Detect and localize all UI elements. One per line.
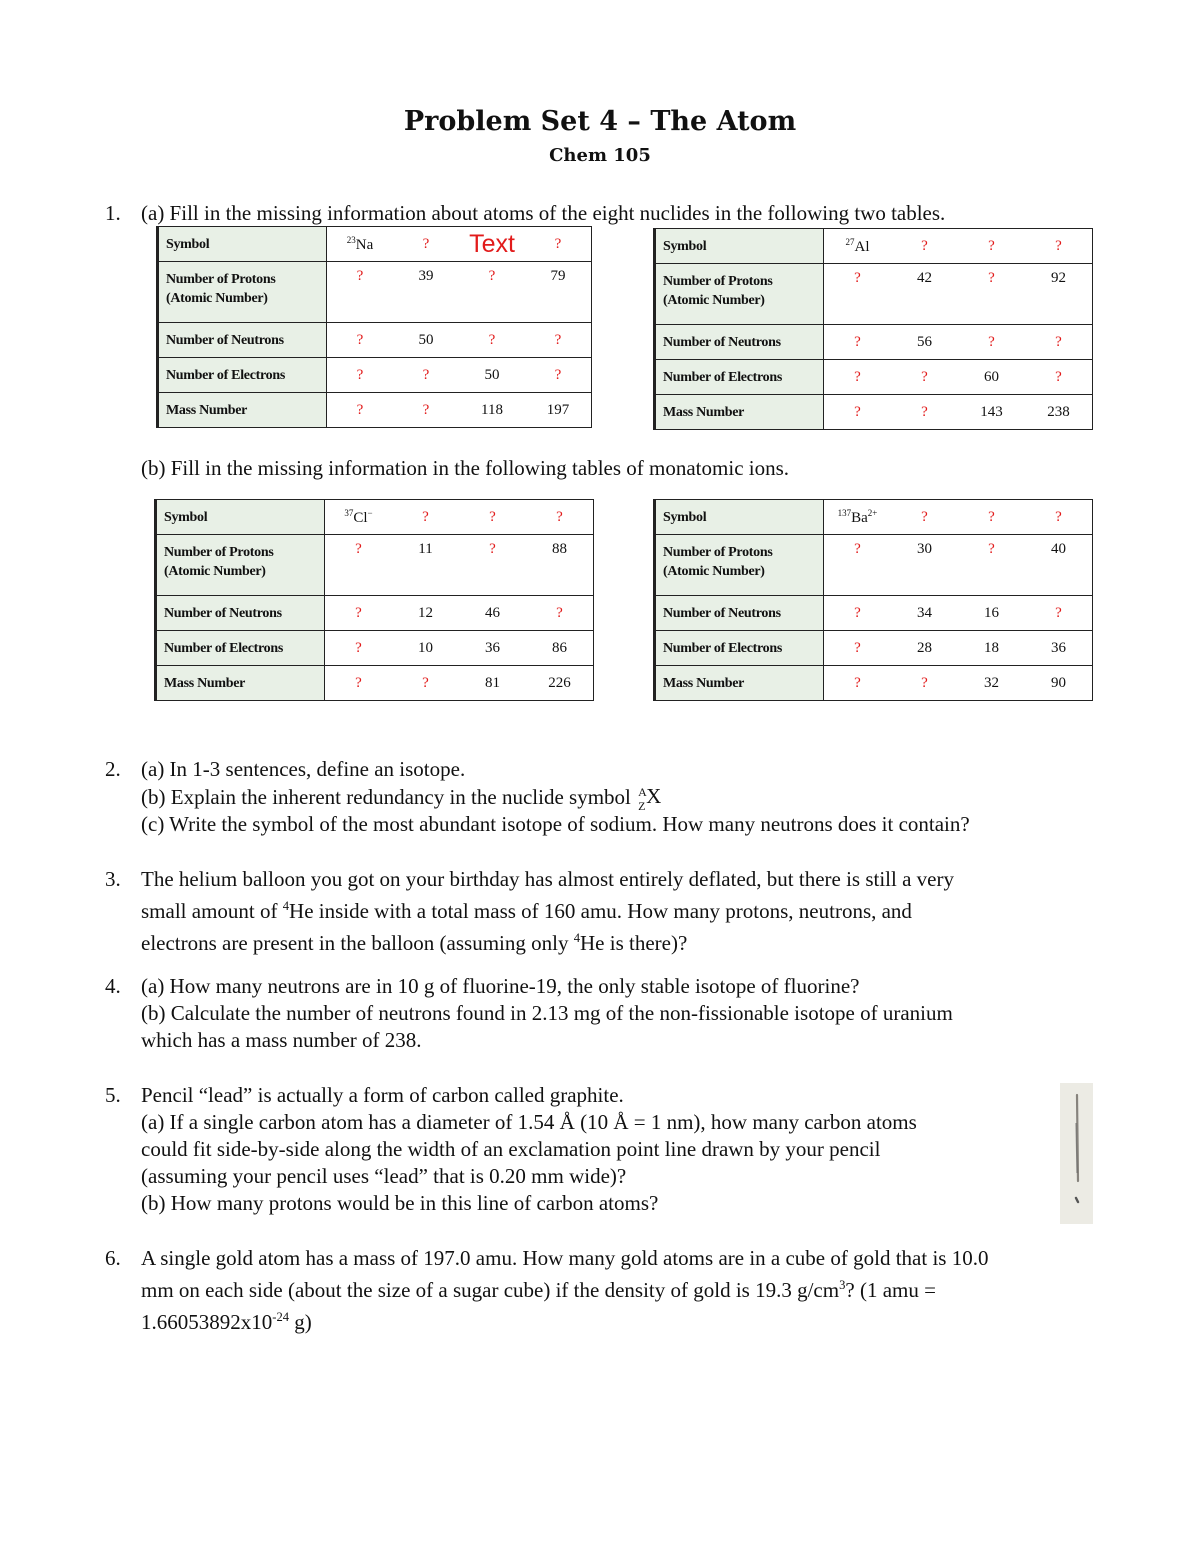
ion-table-1	[154, 499, 594, 701]
row-label-mass: Mass Number	[655, 395, 824, 430]
value-cell: ?	[921, 674, 928, 691]
neutrons-row	[325, 596, 594, 631]
value-cell: 42	[917, 270, 932, 286]
value-cell: ?	[356, 366, 364, 383]
value-cell: 46	[485, 604, 500, 621]
question-1a-text: (a) Fill in the missing information about atoms of the eight nuclides in the following two tables.	[141, 201, 946, 225]
value-cell: ?	[356, 331, 364, 348]
mass-row	[327, 393, 592, 428]
value-cell: ?	[488, 331, 496, 348]
value-cell: ?	[355, 541, 362, 557]
question-number: 2.	[105, 757, 121, 781]
value-cell: ?	[854, 270, 861, 286]
value-cell: 28	[917, 639, 932, 656]
value-cell: ?	[921, 368, 928, 385]
value-cell: 226	[548, 674, 571, 691]
protons-row	[325, 535, 594, 596]
row-label-mass: Mass Number	[655, 666, 824, 701]
value-cell: 86	[552, 639, 567, 656]
value-cell: 118	[481, 401, 503, 418]
value-cell: 88	[552, 541, 567, 557]
row-label-protons: Number of Protons (Atomic Number)	[158, 262, 327, 323]
value-cell: ?	[556, 604, 563, 621]
value-cell: ?	[355, 674, 362, 691]
question-6-line: $1.66053892x10^{-24}$ g)	[141, 1310, 312, 1334]
value-cell: ?	[854, 639, 861, 656]
row-label-neutrons: Number of Neutrons	[158, 323, 327, 358]
value-cell: ?	[1055, 368, 1062, 385]
row-label-mass: Mass Number	[156, 666, 325, 701]
value-cell: 60	[984, 368, 999, 385]
value-cell: 16	[984, 604, 999, 621]
question-5b: (b) How many protons would be in this line of carbon atoms?	[141, 1191, 659, 1215]
value-cell: ?	[356, 268, 364, 284]
row-label-symbol: Symbol	[158, 227, 327, 262]
page-subtitle: Chem 105	[549, 145, 651, 166]
value-cell: ?	[554, 366, 562, 383]
value-cell: 50	[418, 331, 434, 348]
question-6-line: A single gold atom has a mass of 197.0 amu. How many gold atoms are in a cube of gold that is 10.0	[141, 1246, 989, 1270]
symbol-cell: ?	[422, 508, 429, 525]
value-cell: 79	[550, 268, 566, 284]
symbol-cell: ?	[556, 508, 563, 525]
value-cell: ?	[921, 403, 928, 420]
row-label-protons: Number of Protons (Atomic Number)	[655, 535, 824, 596]
question-number: 5.	[105, 1083, 121, 1107]
question-2a: (a) In 1-3 sentences, define an isotope.	[141, 757, 466, 781]
question-number: 3.	[105, 867, 121, 891]
symbol-cell: ?	[988, 508, 995, 525]
value-cell: 36	[1051, 639, 1066, 656]
value-cell: ?	[422, 366, 430, 383]
row-label-electrons: Number of Electrons	[156, 631, 325, 666]
value-cell: ?	[355, 639, 362, 656]
symbol-cell: $^{137}Ba^{2+}$	[837, 507, 878, 526]
question-2c: (c) Write the symbol of the most abundant isotope of sodium. How many neutrons does it contain?	[141, 812, 970, 836]
value-cell: ?	[422, 401, 430, 418]
value-cell: ?	[854, 368, 861, 385]
question-5-line: Pencil “lead” is actually a form of carbon called graphite.	[141, 1083, 624, 1107]
row-label-electrons: Number of Electrons	[655, 360, 824, 395]
question-4b-cont: which has a mass number of 238.	[141, 1028, 422, 1052]
symbol-row	[824, 500, 1093, 535]
value-cell: ?	[854, 333, 861, 350]
value-cell: ?	[1055, 604, 1062, 621]
mass-row	[824, 666, 1093, 701]
value-cell: 18	[984, 639, 999, 656]
row-label-protons: Number of Protons (Atomic Number)	[655, 264, 824, 325]
value-cell: ?	[988, 270, 995, 286]
question-number: 4.	[105, 974, 121, 998]
question-6-line: mm on each side (about the size of a sugar cube) if the density of gold is 19.3 $g/cm^3$? (1 amu =	[141, 1278, 936, 1302]
question-4b: (b) Calculate the number of neutrons found in 2.13 mg of the non-fissionable isotope of uranium	[141, 1001, 953, 1025]
protons-row	[824, 535, 1093, 596]
value-cell: 197	[546, 401, 570, 418]
value-cell: ?	[1055, 333, 1062, 350]
value-cell: ?	[854, 674, 861, 691]
value-cell: 40	[1051, 541, 1066, 557]
value-cell: 81	[485, 674, 500, 691]
row-label-symbol: Symbol	[655, 229, 824, 264]
nuclide-symbol: A Z X	[638, 784, 662, 813]
nuclide-table-1	[156, 226, 592, 428]
question-3-line: The helium balloon you got on your birthday has almost entirely deflated, but there is still a very	[141, 867, 954, 891]
question-5-line: could fit side-by-side along the width of an exclamation point line drawn by your pencil	[141, 1137, 881, 1161]
value-cell: ?	[854, 604, 861, 621]
value-cell: 90	[1051, 674, 1066, 691]
value-cell: 92	[1051, 270, 1066, 286]
question-number: 6.	[105, 1246, 121, 1270]
page-title: Problem Set 4 – The Atom	[403, 106, 797, 137]
electrons-row	[824, 360, 1093, 395]
value-cell: 11	[418, 541, 433, 557]
symbol-cell: $^{23}$Na	[346, 234, 374, 253]
mass-row	[824, 395, 1093, 430]
value-cell: 56	[917, 333, 932, 350]
neutrons-row	[327, 323, 592, 358]
question-2b: (b) Explain the inherent redundancy in the nuclide symbol A Z X	[141, 784, 662, 813]
row-label-symbol: Symbol	[156, 500, 325, 535]
symbol-row	[327, 227, 592, 262]
symbol-cell: $^{37}$Cl−	[344, 507, 373, 526]
value-cell: 238	[1047, 403, 1070, 420]
neutrons-row	[824, 325, 1093, 360]
row-label-neutrons: Number of Neutrons	[655, 325, 824, 360]
symbol-cell: ?	[422, 235, 430, 252]
value-cell: ?	[489, 541, 496, 557]
value-cell: 36	[485, 639, 500, 656]
value-cell: 32	[984, 674, 999, 691]
row-label-symbol: Symbol	[655, 500, 824, 535]
value-cell: 39	[418, 268, 434, 284]
symbol-cell: ?	[921, 237, 928, 254]
nuclide-table-2	[653, 228, 1093, 430]
row-label-electrons: Number of Electrons	[158, 358, 327, 393]
value-cell: 50	[484, 366, 500, 383]
symbol-cell: ?	[489, 508, 496, 525]
value-cell: 34	[917, 604, 932, 621]
question-3-line: electrons are present in the balloon (assuming only $^4$He is there)?	[141, 931, 688, 955]
electrons-row	[824, 631, 1093, 666]
row-label-protons: Number of Protons (Atomic Number)	[156, 535, 325, 596]
mass-row	[325, 666, 594, 701]
value-cell: ?	[355, 604, 362, 621]
value-cell: ?	[422, 674, 429, 691]
symbol-cell-text-placeholder[interactable]: Text	[469, 229, 515, 258]
row-label-mass: Mass Number	[158, 393, 327, 428]
value-cell: ?	[356, 401, 364, 418]
question-4a: (a) How many neutrons are in 10 g of fluorine-19, the only stable isotope of fluorine?	[141, 974, 860, 998]
question-5-line: (assuming your pencil uses “lead” that is 0.20 mm wide)?	[141, 1164, 627, 1188]
symbol-cell: ?	[554, 235, 562, 252]
value-cell: ?	[854, 541, 861, 557]
symbol-cell: $^{27}$Al	[845, 236, 870, 255]
value-cell: ?	[988, 541, 995, 557]
value-cell: 10	[418, 639, 433, 656]
electrons-row	[325, 631, 594, 666]
row-label-neutrons: Number of Neutrons	[156, 596, 325, 631]
value-cell: ?	[854, 403, 861, 420]
ion-table-2	[653, 499, 1093, 701]
value-cell: ?	[988, 333, 995, 350]
value-cell: ?	[554, 331, 562, 348]
symbol-cell: ?	[1055, 508, 1062, 525]
question-5a: (a) If a single carbon atom has a diameter of 1.54 Å (10 Å = 1 nm), how many carbon atoms	[141, 1110, 917, 1134]
question-1b-text: (b) Fill in the missing information in the following tables of monatomic ions.	[141, 456, 790, 480]
symbol-row	[325, 500, 594, 535]
symbol-cell: ?	[1055, 237, 1062, 254]
symbol-row	[824, 229, 1093, 264]
row-label-neutrons: Number of Neutrons	[655, 596, 824, 631]
protons-row	[327, 262, 592, 323]
question-number: 1.	[105, 201, 121, 225]
symbol-cell: ?	[921, 508, 928, 525]
value-cell: ?	[488, 268, 496, 284]
exclamation-point-image	[1060, 1083, 1093, 1224]
value-cell: 12	[418, 604, 433, 621]
value-cell: 30	[917, 541, 932, 557]
value-cell: 143	[980, 403, 1003, 420]
row-label-electrons: Number of Electrons	[655, 631, 824, 666]
symbol-cell: ?	[988, 237, 995, 254]
protons-row	[824, 264, 1093, 325]
neutrons-row	[824, 596, 1093, 631]
electrons-row	[327, 358, 592, 393]
question-3-line: small amount of $^4$He inside with a total mass of 160 amu. How many protons, neutrons, and	[141, 899, 912, 923]
